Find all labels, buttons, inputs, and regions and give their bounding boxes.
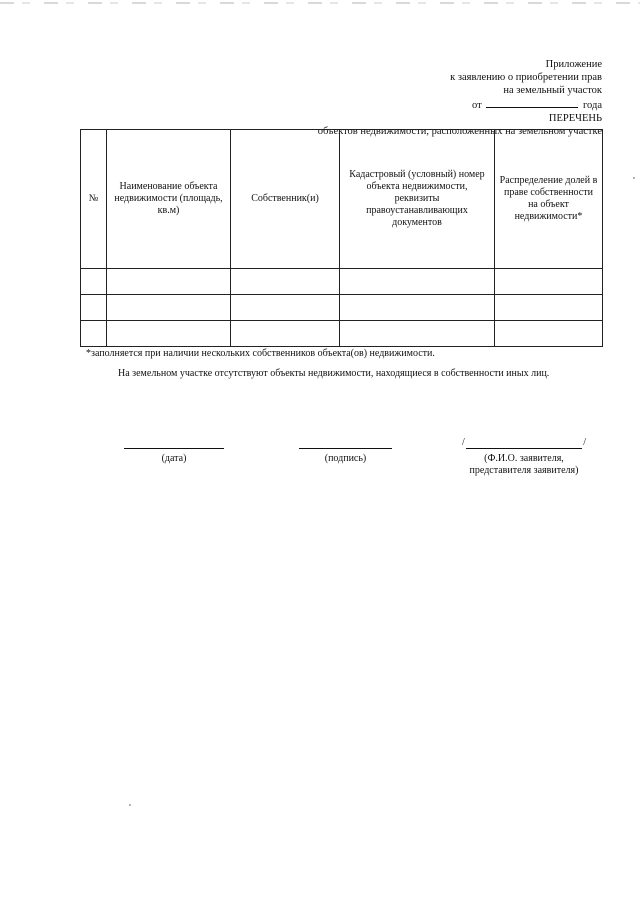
fio-caption-line-2: представителя заявителя) [469,465,579,476]
table-cell[interactable] [231,295,340,321]
table-cell[interactable] [495,295,603,321]
column-header-object-name: Наименование объекта недвижимости (площадь, кв.м) [107,130,231,269]
table-cell[interactable] [340,295,495,321]
property-list-table [80,129,603,347]
signature-caption: (подпись) [324,453,367,464]
appendix-ref-line-2: на земельный участок [503,85,602,96]
table-cell[interactable] [107,295,231,321]
column-header-owner: Собственник(и) [231,130,340,269]
table-cell[interactable] [231,321,340,347]
fio-caption [462,453,586,477]
no-other-owners-statement: На земельном участке отсутствуют объекты недвижимости, находящиеся в собственности иных лиц. [118,368,550,379]
table-cell[interactable] [495,269,603,295]
table-row [81,269,603,295]
table-cell[interactable] [340,269,495,295]
document-subtitle: объектов недвижимости, расположенных на земельном участке [317,126,602,137]
date-signature-block [124,436,224,465]
table-cell[interactable] [495,321,603,347]
appendix-date-line [318,97,602,112]
fio-signature-line[interactable] [466,436,582,449]
appendix-label: Приложение [545,59,602,70]
scan-speck [633,177,635,179]
table-cell[interactable] [81,321,107,347]
column-header-share-distribution: Распределение долей в праве собственности на объект недвижимости* [495,130,603,269]
table-cell[interactable] [81,295,107,321]
table-row [81,321,603,347]
column-header-cadastral-number: Кадастровый (условный) номер объекта недвижимости, реквизиты правоустанавливающих документов [340,130,495,269]
date-suffix: года [583,100,602,111]
table-cell[interactable] [231,269,340,295]
table-footnote: *заполняется при наличии нескольких собственников объекта(ов) недвижимости. [86,348,435,359]
fio-slash-right: / [583,437,586,448]
fio-slash-left: / [462,437,465,448]
date-caption: (дата) [161,453,187,464]
document-header [318,58,602,138]
table-cell[interactable] [107,269,231,295]
appendix-ref-line-1: к заявлению о приобретении прав [450,72,602,83]
table-row [81,295,603,321]
fio-caption-line-1: (Ф.И.О. заявителя, [484,453,564,464]
table-cell[interactable] [81,269,107,295]
date-blank-field[interactable] [486,97,578,108]
signature-line[interactable] [299,436,392,449]
table-cell[interactable] [107,321,231,347]
table-header-row [81,130,603,269]
scan-speck [129,804,131,806]
column-header-number: № [81,130,107,269]
fio-signature-block [462,436,586,477]
document-title: ПЕРЕЧЕНЬ [548,113,602,124]
fio-line-row [462,436,586,449]
date-prefix: от [472,100,482,111]
date-signature-line[interactable] [124,436,224,449]
scan-artifact-top [0,2,640,4]
signature-block [299,436,392,465]
table-cell[interactable] [340,321,495,347]
